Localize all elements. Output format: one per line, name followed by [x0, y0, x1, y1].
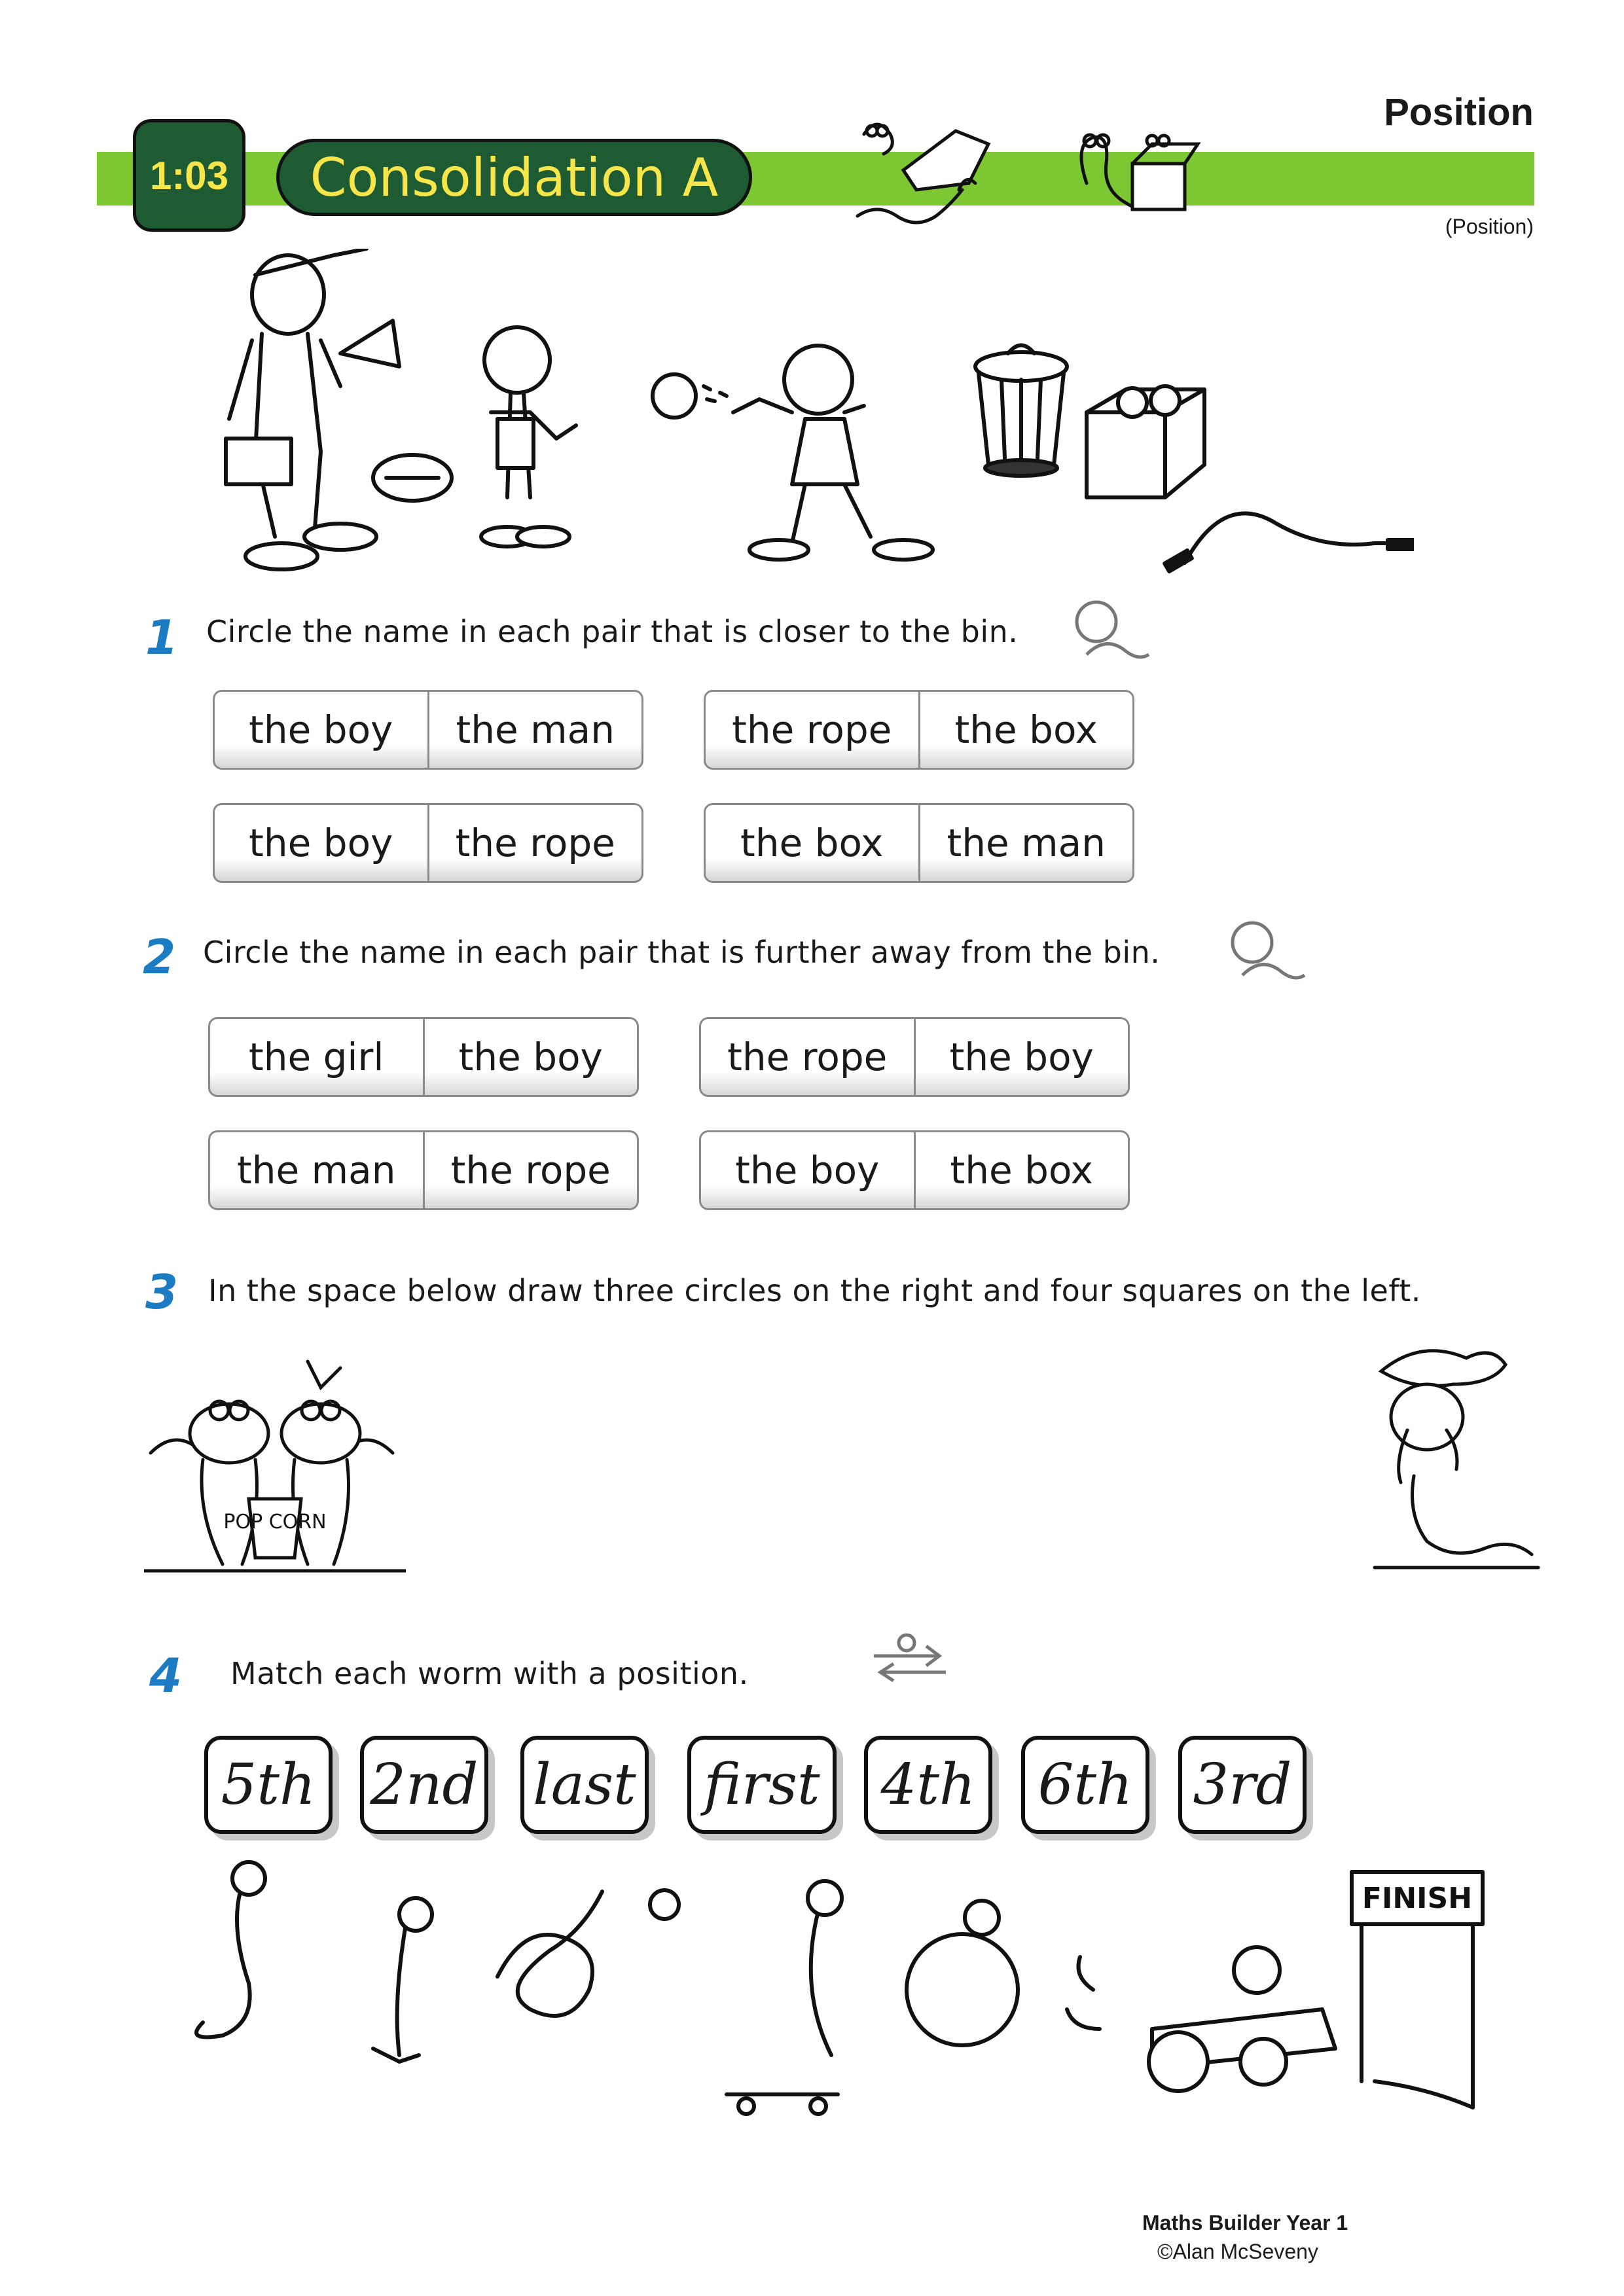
topic-heading: Position	[1384, 91, 1534, 134]
answer-option[interactable]: the boy	[914, 1019, 1128, 1095]
answer-option[interactable]: the box	[914, 1132, 1128, 1208]
answer-option[interactable]: the man	[427, 692, 642, 768]
worm-hint-icon	[1067, 596, 1152, 668]
position-card[interactable]: 4th	[864, 1736, 992, 1834]
answer-option[interactable]: the boy	[249, 708, 393, 752]
skipping-rope	[1185, 513, 1401, 563]
box-of-balls	[1087, 386, 1204, 497]
answer-option[interactable]: the man	[918, 805, 1133, 881]
answer-option[interactable]: the rope	[427, 805, 642, 881]
question-2-text: Circle the name in each pair that is further away from the bin.	[203, 935, 1161, 970]
question-1-number: 1	[145, 610, 179, 665]
question-3-text: In the space below draw three circles on the right and four squares on the left.	[208, 1273, 1421, 1308]
bin	[975, 346, 1067, 476]
answer-option[interactable]: the rope	[727, 1035, 888, 1079]
position-card[interactable]: 5th	[204, 1736, 333, 1834]
header-worms-illustration	[844, 105, 1211, 242]
arrows-hint-icon	[867, 1630, 952, 1689]
worm-race-illustration	[157, 1833, 1492, 2121]
answer-option[interactable]: the boy	[735, 1148, 880, 1193]
popcorn-label: POP CORN	[223, 1511, 327, 1534]
ball	[653, 374, 696, 418]
question-4-number: 4	[149, 1648, 183, 1703]
scene-illustration	[216, 249, 1414, 589]
answer-pair	[208, 1017, 639, 1097]
boy-figure	[481, 327, 576, 547]
answer-option[interactable]: the rope	[732, 708, 892, 752]
position-card[interactable]: 6th	[1021, 1736, 1149, 1834]
cowboy-worm-illustration	[1368, 1332, 1545, 1581]
answer-pair	[213, 690, 643, 770]
answer-pair	[699, 1017, 1130, 1097]
answer-option[interactable]: the boy	[423, 1019, 638, 1095]
answer-pair	[699, 1130, 1130, 1210]
question-2-number: 2	[143, 929, 176, 984]
answer-pair	[208, 1130, 639, 1210]
question-3-number: 3	[145, 1265, 179, 1319]
position-card[interactable]: first	[687, 1736, 837, 1834]
worm-hint-icon	[1223, 916, 1308, 988]
man-figure	[226, 249, 399, 569]
answer-option[interactable]: the man	[237, 1148, 396, 1193]
finish-sign: FINISH	[1362, 1882, 1473, 1915]
worm	[196, 1885, 250, 2037]
girl-figure	[733, 346, 933, 560]
cinema-worms-illustration	[144, 1335, 406, 1577]
answer-option[interactable]: the boy	[249, 821, 393, 865]
answer-option[interactable]: the rope	[423, 1132, 638, 1208]
answer-option[interactable]: the box	[740, 821, 884, 865]
position-card[interactable]: 3rd	[1178, 1736, 1307, 1834]
unit-code-badge: 1:03	[133, 119, 245, 232]
question-1-text: Circle the name in each pair that is closer to the bin.	[206, 614, 1019, 649]
answer-pair	[213, 803, 643, 883]
subtopic-label: (Position)	[1445, 215, 1534, 238]
position-card[interactable]: 2nd	[360, 1736, 488, 1834]
answer-pair	[704, 803, 1134, 883]
answer-option[interactable]: the girl	[248, 1035, 384, 1079]
question-4-text: Match each worm with a position.	[230, 1656, 749, 1691]
footer-author: ©Alan McSeveny	[1157, 2240, 1318, 2263]
answer-pair	[704, 690, 1134, 770]
page-title: Consolidation A	[276, 139, 752, 216]
footer-book-title: Maths Builder Year 1	[1142, 2211, 1348, 2234]
position-card[interactable]: last	[520, 1736, 649, 1834]
answer-option[interactable]: the box	[918, 692, 1133, 768]
